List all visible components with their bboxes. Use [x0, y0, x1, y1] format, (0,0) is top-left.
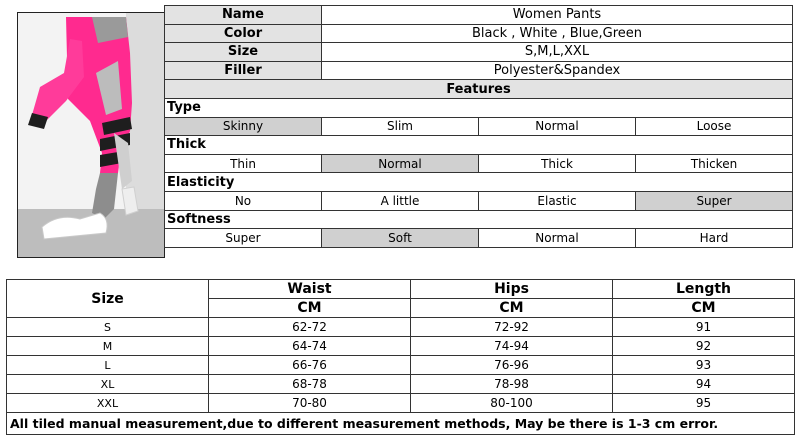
- feature-options: [165, 191, 793, 210]
- table-row: [7, 394, 795, 413]
- spec-key: Size: [165, 43, 322, 62]
- spec-table: [164, 5, 793, 248]
- hips-cell: 74-94: [411, 337, 613, 356]
- feature-option: Thicken: [636, 154, 793, 173]
- waist-unit: CM: [209, 299, 411, 318]
- size-chart-table: [6, 279, 795, 435]
- spec-value: S,M,L,XXL: [322, 43, 793, 62]
- waist-column-header: Waist: [209, 280, 411, 299]
- feature-option: Thick: [479, 154, 636, 173]
- feature-option: No: [165, 191, 322, 210]
- size-cell: S: [7, 318, 209, 337]
- spec-value: Polyester&Spandex: [322, 61, 793, 80]
- hips-column-header: Hips: [411, 280, 613, 299]
- feature-option: Normal: [479, 117, 636, 136]
- table-row: [7, 318, 795, 337]
- feature-option: Normal: [479, 229, 636, 248]
- table-row: [7, 375, 795, 394]
- hips-cell: 80-100: [411, 394, 613, 413]
- table-row: [7, 337, 795, 356]
- feature-option: A little: [322, 191, 479, 210]
- spec-key: Name: [165, 6, 322, 25]
- feature-title: Softness: [165, 210, 793, 229]
- product-photo: [17, 12, 165, 258]
- size-cell: L: [7, 356, 209, 375]
- feature-option: Soft: [322, 229, 479, 248]
- table-row: [7, 356, 795, 375]
- feature-options: [165, 229, 793, 248]
- size-cell: XL: [7, 375, 209, 394]
- length-cell: 93: [613, 356, 795, 375]
- waist-cell: 66-76: [209, 356, 411, 375]
- feature-title: Thick: [165, 136, 793, 155]
- waist-cell: 64-74: [209, 337, 411, 356]
- hips-cell: 72-92: [411, 318, 613, 337]
- feature-option: Thin: [165, 154, 322, 173]
- waist-cell: 68-78: [209, 375, 411, 394]
- length-unit: CM: [613, 299, 795, 318]
- feature-option: Elastic: [479, 191, 636, 210]
- feature-option: Normal: [322, 154, 479, 173]
- feature-options: [165, 154, 793, 173]
- hips-unit: CM: [411, 299, 613, 318]
- length-column-header: Length: [613, 280, 795, 299]
- length-cell: 94: [613, 375, 795, 394]
- feature-title: Type: [165, 98, 793, 117]
- waist-cell: 70-80: [209, 394, 411, 413]
- feature-option: Super: [636, 191, 793, 210]
- waist-cell: 62-72: [209, 318, 411, 337]
- features-heading: Features: [165, 80, 793, 99]
- spec-key: Filler: [165, 61, 322, 80]
- spec-row: [165, 6, 793, 25]
- hips-cell: 78-98: [411, 375, 613, 394]
- feature-option: Slim: [322, 117, 479, 136]
- feature-options: [165, 117, 793, 136]
- feature-option: Hard: [636, 229, 793, 248]
- length-cell: 95: [613, 394, 795, 413]
- feature-title: Elasticity: [165, 173, 793, 192]
- length-cell: 91: [613, 318, 795, 337]
- length-cell: 92: [613, 337, 795, 356]
- spec-key: Color: [165, 24, 322, 43]
- leggings-illustration: [18, 13, 164, 257]
- spec-row: [165, 24, 793, 43]
- spec-value: Women Pants: [322, 6, 793, 25]
- size-column-header: Size: [7, 280, 209, 318]
- hips-cell: 76-96: [411, 356, 613, 375]
- feature-option: Super: [165, 229, 322, 248]
- size-cell: XXL: [7, 394, 209, 413]
- spec-value: Black , White , Blue,Green: [322, 24, 793, 43]
- size-cell: M: [7, 337, 209, 356]
- feature-option: Loose: [636, 117, 793, 136]
- spec-row: [165, 61, 793, 80]
- spec-row: [165, 43, 793, 62]
- measurement-note: All tiled manual measurement,due to different measurement methods, May be there is 1-3 cm error.: [7, 413, 795, 435]
- feature-option: Skinny: [165, 117, 322, 136]
